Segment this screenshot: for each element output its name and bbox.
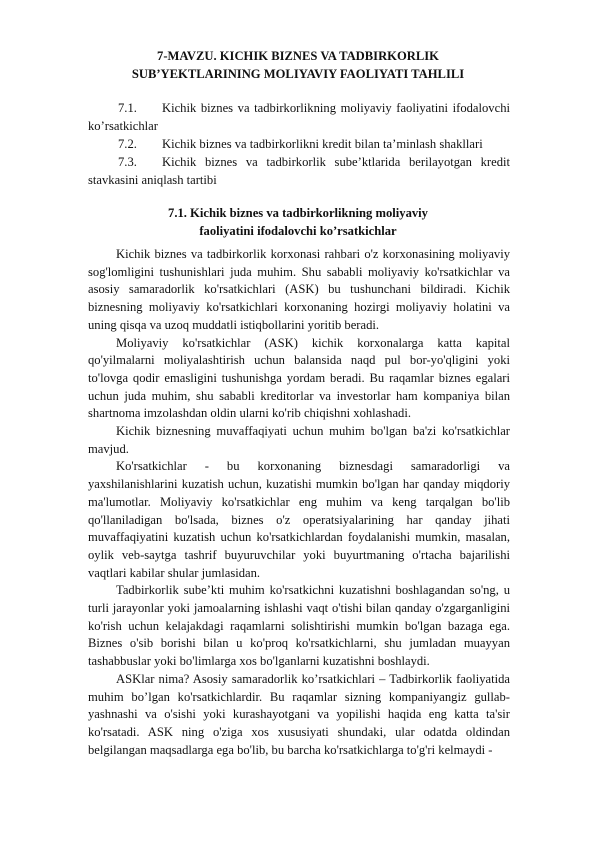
toc-item-7-2 (88, 136, 510, 154)
toc-text: Kichik biznes va tadbirkorlikni kredit bilan ta’minlash shakllari (162, 137, 483, 151)
chapter-title-line-1: 7-MAVZU. KICHIK BIZNES VA TADBIRKORLIK (157, 49, 439, 63)
section-heading-line-1: 7.1. Kichik biznes va tadbirkorlikning moliyaviy (168, 206, 428, 220)
toc-text: Kichik biznes va tadbirkorlik sube’ktlarida berilayotgan kredit stavkasini aniqlash tartibi (88, 155, 510, 187)
paragraph: Ko'rsatkichlar - bu korxonaning biznesdagi samaradorligi va yaxshilanishlarini kuzatish uchun, kuzatishi mumkin bo'lgan har qanday miqdoriy ma'lumotlar. Moliyaviy ko'rsatkichlar eng muhim va keng tarqalgan bo'lib qo'llaniladigan bo'lsada, biznes o'z operatsiyalarining har qanday jihati muvaffaqiyatini kuzatish uchun ko'rsatkichlardan foydalanishi mumkin, masalan, oylik veb-saytga tashrif buyuruvchilar yoki buyurtmaning o'rtacha bajarilishi vaqtlari kabilar shular jumlasidan. (88, 459, 510, 580)
section-heading-line-2: faoliyatini ifodalovchi ko’rsatkichlar (199, 224, 397, 238)
chapter-title-line-2: SUB’YEKTLARINING MOLIYAVIY FAOLIYATI TAHLILI (131, 67, 465, 81)
body-text (88, 246, 510, 759)
paragraph: Tadbirkorlik sube’kti muhim ko'rsatkichni kuzatishni boshlagandan so'ng, u turli jarayonlar yoki jamoalarning ishlashi vaqt o'tishi bilan qanday o'zgarganligini ko'rish uchun kelajakdagi raqamlarni solishtirishi mumkin bo'lgan bazaga ega. Biznes o'sib borishi bilan u ko'proq ko'rsatkichlarni, shu jumladan muayyan tashabbuslar yoki bo'limlarga xos bo'lganlarni kuzatishni boshlaydi. (88, 583, 510, 669)
paragraph: Kichik biznesning muvaffaqiyati uchun muhim bo'lgan ba'zi ko'rsatkichlar mavjud. (88, 424, 510, 456)
paragraph: Moliyaviy ko'rsatkichlar (ASK) kichik korxonalarga katta kapital qo'yilmalarni moliyalashtirish uchun balansida naqd pul bor-yo'qligini yoki to'lovga qodir emasligini tushunishga yordam beradi. Bu raqamlar biznes egalari uchun juda muhim, shu sababli kreditorlar va investorlar ham kompaniya bilan shartnoma imzolashdan oldin ularni ko'rib chiqishni xohlashadi. (88, 335, 510, 421)
paragraph: ASKlar nima? Asosiy samaradorlik ko’rsatkichlari – Tadbirkorlik faoliyatida muhim bo’lgan ko'rsatkichlardir. Bu raqamlar sizning kompaniyangiz gullab-yashnashi va o'sishi yoki kurashayotgani va yopilishi haqida eng katta ta'sir ko'rsatadi. ASK ning o'ziga xos xususiyati shundaki, ular odatda oldindan belgilangan maqsadlarga ega bo'lib, bu barcha ko'rsatkichlarga to'g'ri kelmaydi - (88, 671, 510, 757)
toc-number: 7.1. (118, 101, 137, 115)
toc-number: 7.2. (118, 137, 137, 151)
paragraph: Kichik biznes va tadbirkorlik korxonasi rahbari o'z korxonasining moliyaviy sog'lomligini tushunishlari juda muhim. Shu sababli moliyaviy ko'rsatkichlar va asosiy samaradorlik ko'rsatkichlari (ASK) bu tushunchani bildiradi. Kichik biznesning moliyaviy ko'rsatkichlari korxonaning hozirgi moliyaviy holatini va uning qisqa va uzoq muddatli istiqbollarini yoritib beradi. (88, 247, 510, 332)
toc-item-7-3 (88, 154, 510, 189)
toc-item-7-1 (88, 100, 510, 135)
toc-text: Kichik biznes va tadbirkorlikning moliyaviy faoliyatini ifodalovchi ko’rsatkichlar (88, 101, 510, 133)
toc-number: 7.3. (118, 155, 137, 169)
